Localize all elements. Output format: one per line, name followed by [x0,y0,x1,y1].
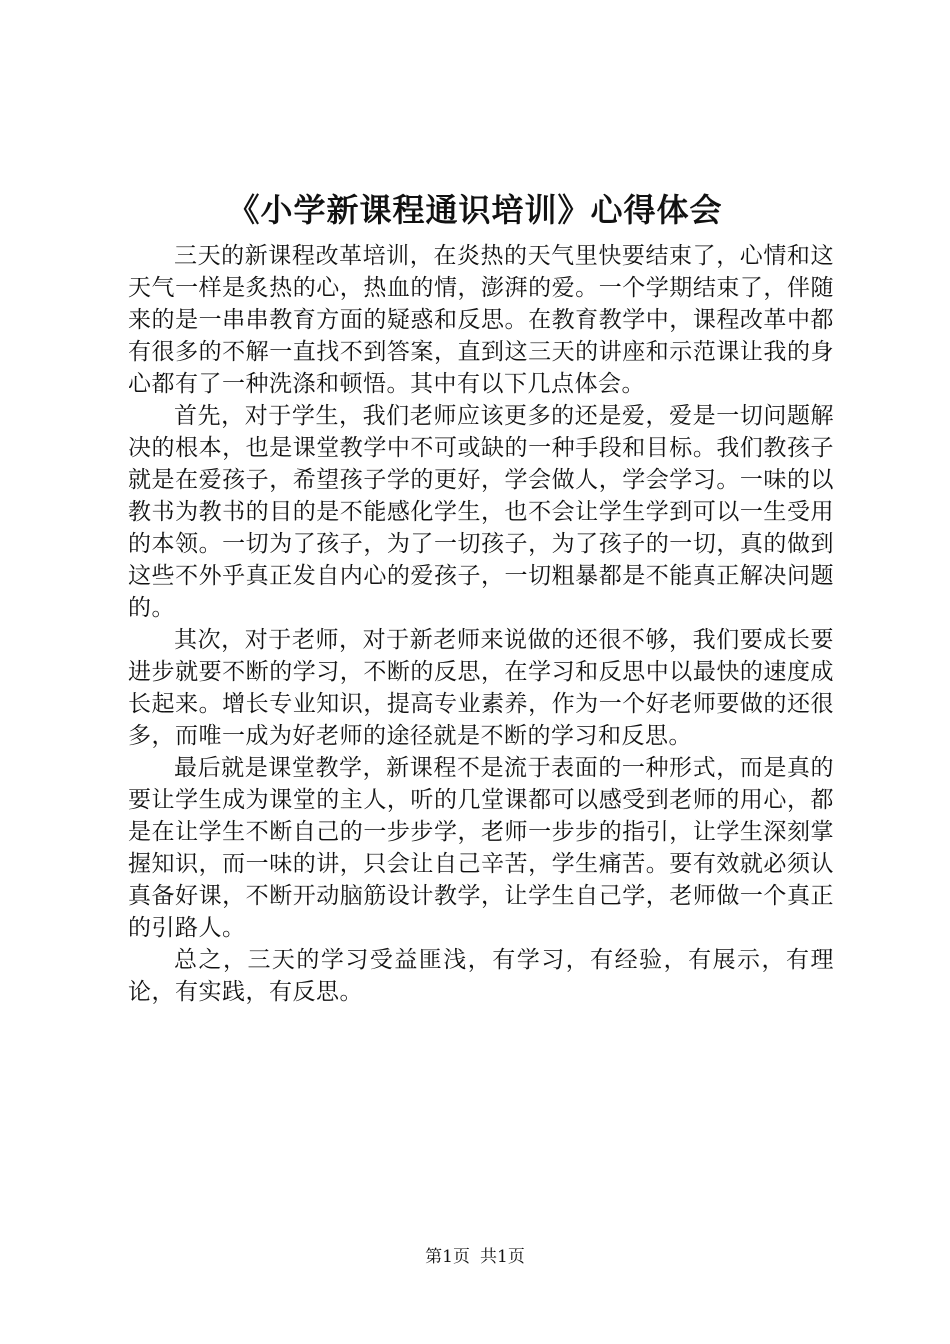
paragraph-summary: 总之，三天的学习受益匪浅，有学习，有经验，有展示，有理论，有实践，有反思。 [128,947,834,1005]
paragraph-students: 首先，对于学生，我们老师应该更多的还是爱，爱是一切问题解决的根本，也是课堂教学中不可或缺的一种手段和目标。我们教孩子就是在爱孩子，希望孩子学的更好，学会做人，学会学习。一味的以教书为教书的目的是不能感化学生，也不会让学生学到可以一生受用的本领。一切为了孩子，为了一切孩子，为了孩子的一切，真的做到这些不外乎真正发自内心的爱孩子，一切粗暴都是不能真正解决问题的。 [128,403,834,621]
page-total: 共1页 [480,1247,525,1267]
paragraph-intro: 三天的新课程改革培训，在炎热的天气里快要结束了，心情和这天气一样是炙热的心，热血的情，澎湃的爱。一个学期结束了，伴随来的是一串串教育方面的疑惑和反思。在教育教学中，课程改革中都有很多的不解一直找不到答案，直到这三天的讲座和示范课让我的身心都有了一种洗涤和顿悟。其中有以下几点体会。 [128,243,834,397]
page-number: 第1页 [425,1247,470,1267]
paragraph-classroom: 最后就是课堂教学，新课程不是流于表面的一种形式，而是真的要让学生成为课堂的主人，听的几堂课都可以感受到老师的用心，都是在让学生不断自己的一步步学，老师一步步的指引，让学生深刻掌握知识，而一味的讲，只会让自己辛苦，学生痛苦。要有效就必须认真备好课，不断开动脑筋设计教学，让学生自己学，老师做一个真正的引路人。 [128,755,834,941]
document-title: 《小学新课程通识培训》心得体会 [227,191,723,229]
paragraph-teachers: 其次，对于老师，对于新老师来说做的还很不够，我们要成长要进步就要不断的学习，不断的反思，在学习和反思中以最快的速度成长起来。增长专业知识，提高专业素养，作为一个好老师要做的还很多，而唯一成为好老师的途径就是不断的学习和反思。 [128,627,834,749]
document-body [128,240,834,1008]
page-footer [0,1246,950,1268]
